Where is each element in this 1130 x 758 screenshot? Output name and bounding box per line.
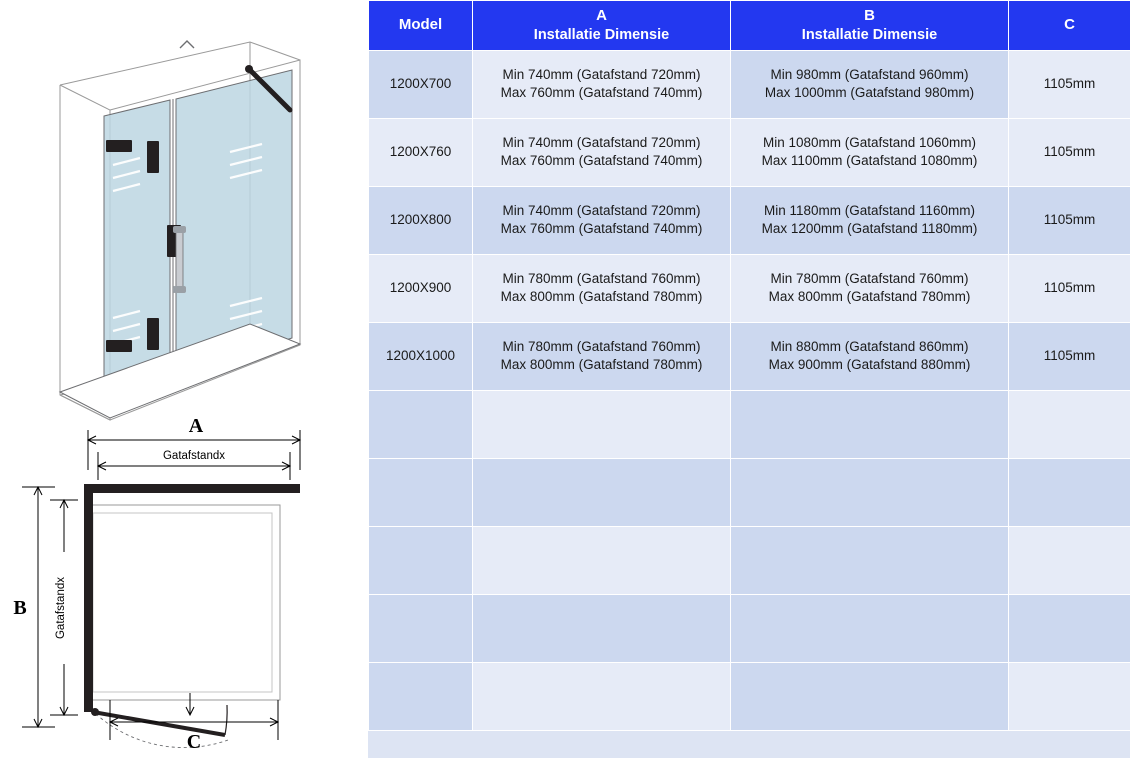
table-row-empty xyxy=(369,526,1130,594)
header-c-main: C xyxy=(1064,16,1075,34)
cell-c xyxy=(1009,458,1130,526)
cell-model: 1200X760 xyxy=(369,118,473,186)
cell-c: 1105mm xyxy=(1009,322,1130,390)
header-b-sub: Installatie Dimensie xyxy=(801,26,938,43)
specification-table xyxy=(368,0,1130,731)
cell-b xyxy=(731,186,1009,254)
cell-a-max: Max 800mm (Gatafstand 780mm) xyxy=(500,289,703,305)
label-gatafstand-side: Gatafstandx xyxy=(55,576,67,640)
cell-c xyxy=(1009,594,1130,662)
label-gatafstand-top: Gatafstandx xyxy=(162,450,226,462)
table-header-row xyxy=(369,1,1130,51)
cell-a xyxy=(473,458,731,526)
cell-c: 1105mm xyxy=(1009,186,1130,254)
cell-model: 1200X900 xyxy=(369,254,473,322)
cell-a-min: Min 780mm (Gatafstand 760mm) xyxy=(502,339,701,355)
cell-b-max: Max 1000mm (Gatafstand 980mm) xyxy=(764,85,975,101)
cell-a xyxy=(473,118,731,186)
table-row xyxy=(369,118,1130,186)
cell-b xyxy=(731,322,1009,390)
table-row xyxy=(369,322,1130,390)
cell-c xyxy=(1009,390,1130,458)
cell-model: 1200X1000 xyxy=(369,322,473,390)
cell-a-min: Min 740mm (Gatafstand 720mm) xyxy=(502,135,701,151)
header-b-main: B xyxy=(864,7,875,24)
table-row-empty xyxy=(369,662,1130,730)
cell-a xyxy=(473,662,731,730)
cell-c: 1105mm xyxy=(1009,118,1130,186)
table-row-empty xyxy=(369,390,1130,458)
header-b xyxy=(731,1,1009,51)
cell-model xyxy=(369,526,473,594)
cell-b xyxy=(731,254,1009,322)
plan-panel-left xyxy=(84,484,93,712)
cell-model: 1200X700 xyxy=(369,50,473,118)
cell-c xyxy=(1009,526,1130,594)
table-row-empty xyxy=(369,594,1130,662)
cell-a xyxy=(473,594,731,662)
cell-b xyxy=(731,50,1009,118)
cell-b-min: Min 880mm (Gatafstand 860mm) xyxy=(770,339,969,355)
cell-model xyxy=(369,594,473,662)
cell-a xyxy=(473,526,731,594)
header-a-sub: Installatie Dimensie xyxy=(533,26,670,43)
cell-c: 1105mm xyxy=(1009,254,1130,322)
label-a-3d: A xyxy=(188,415,204,437)
cell-a-max: Max 800mm (Gatafstand 780mm) xyxy=(500,357,703,373)
cell-b xyxy=(731,594,1009,662)
table-row xyxy=(369,186,1130,254)
cell-c xyxy=(1009,662,1130,730)
cell-a xyxy=(473,322,731,390)
cell-a-max: Max 760mm (Gatafstand 740mm) xyxy=(500,153,703,169)
cell-b-max: Max 1100mm (Gatafstand 1080mm) xyxy=(761,153,978,169)
cell-a-min: Min 740mm (Gatafstand 720mm) xyxy=(502,67,701,83)
cell-a-min: Min 740mm (Gatafstand 720mm) xyxy=(502,203,701,219)
shower-enclosure-diagram-panel xyxy=(0,0,368,758)
cell-b xyxy=(731,662,1009,730)
cell-b-min: Min 1080mm (Gatafstand 1060mm) xyxy=(762,135,977,151)
specification-table-panel xyxy=(368,0,1130,758)
cell-b xyxy=(731,118,1009,186)
cell-model xyxy=(369,458,473,526)
cell-b-max: Max 800mm (Gatafstand 780mm) xyxy=(768,289,971,305)
cell-a-min: Min 780mm (Gatafstand 760mm) xyxy=(502,271,701,287)
header-a-main: A xyxy=(596,7,607,24)
cell-c: 1105mm xyxy=(1009,50,1130,118)
table-row xyxy=(369,254,1130,322)
tray-plan-inner xyxy=(93,513,272,692)
cell-a xyxy=(473,186,731,254)
cell-a-max: Max 760mm (Gatafstand 740mm) xyxy=(500,85,703,101)
cell-b-min: Min 780mm (Gatafstand 760mm) xyxy=(770,271,969,287)
cell-model xyxy=(369,390,473,458)
cell-a xyxy=(473,254,731,322)
label-b: B xyxy=(13,597,27,619)
cell-b-max: Max 900mm (Gatafstand 880mm) xyxy=(768,357,971,373)
plan-panel-top xyxy=(84,484,300,493)
shower-enclosure-diagram xyxy=(0,0,368,758)
cell-model xyxy=(369,662,473,730)
header-c xyxy=(1009,1,1130,51)
header-a xyxy=(473,1,731,51)
cell-a-max: Max 760mm (Gatafstand 740mm) xyxy=(500,221,703,237)
table-row-empty xyxy=(369,458,1130,526)
cell-model: 1200X800 xyxy=(369,186,473,254)
cell-b-min: Min 1180mm (Gatafstand 1160mm) xyxy=(763,203,976,219)
cell-b-min: Min 980mm (Gatafstand 960mm) xyxy=(770,67,969,83)
cell-b xyxy=(731,526,1009,594)
label-c: C xyxy=(186,731,202,753)
cell-b-max: Max 1200mm (Gatafstand 1180mm) xyxy=(761,221,978,237)
cell-a xyxy=(473,390,731,458)
cell-a xyxy=(473,50,731,118)
header-model xyxy=(369,1,473,51)
cell-b xyxy=(731,458,1009,526)
header-model-main: Model xyxy=(398,16,443,34)
table-row xyxy=(369,50,1130,118)
cell-b xyxy=(731,390,1009,458)
